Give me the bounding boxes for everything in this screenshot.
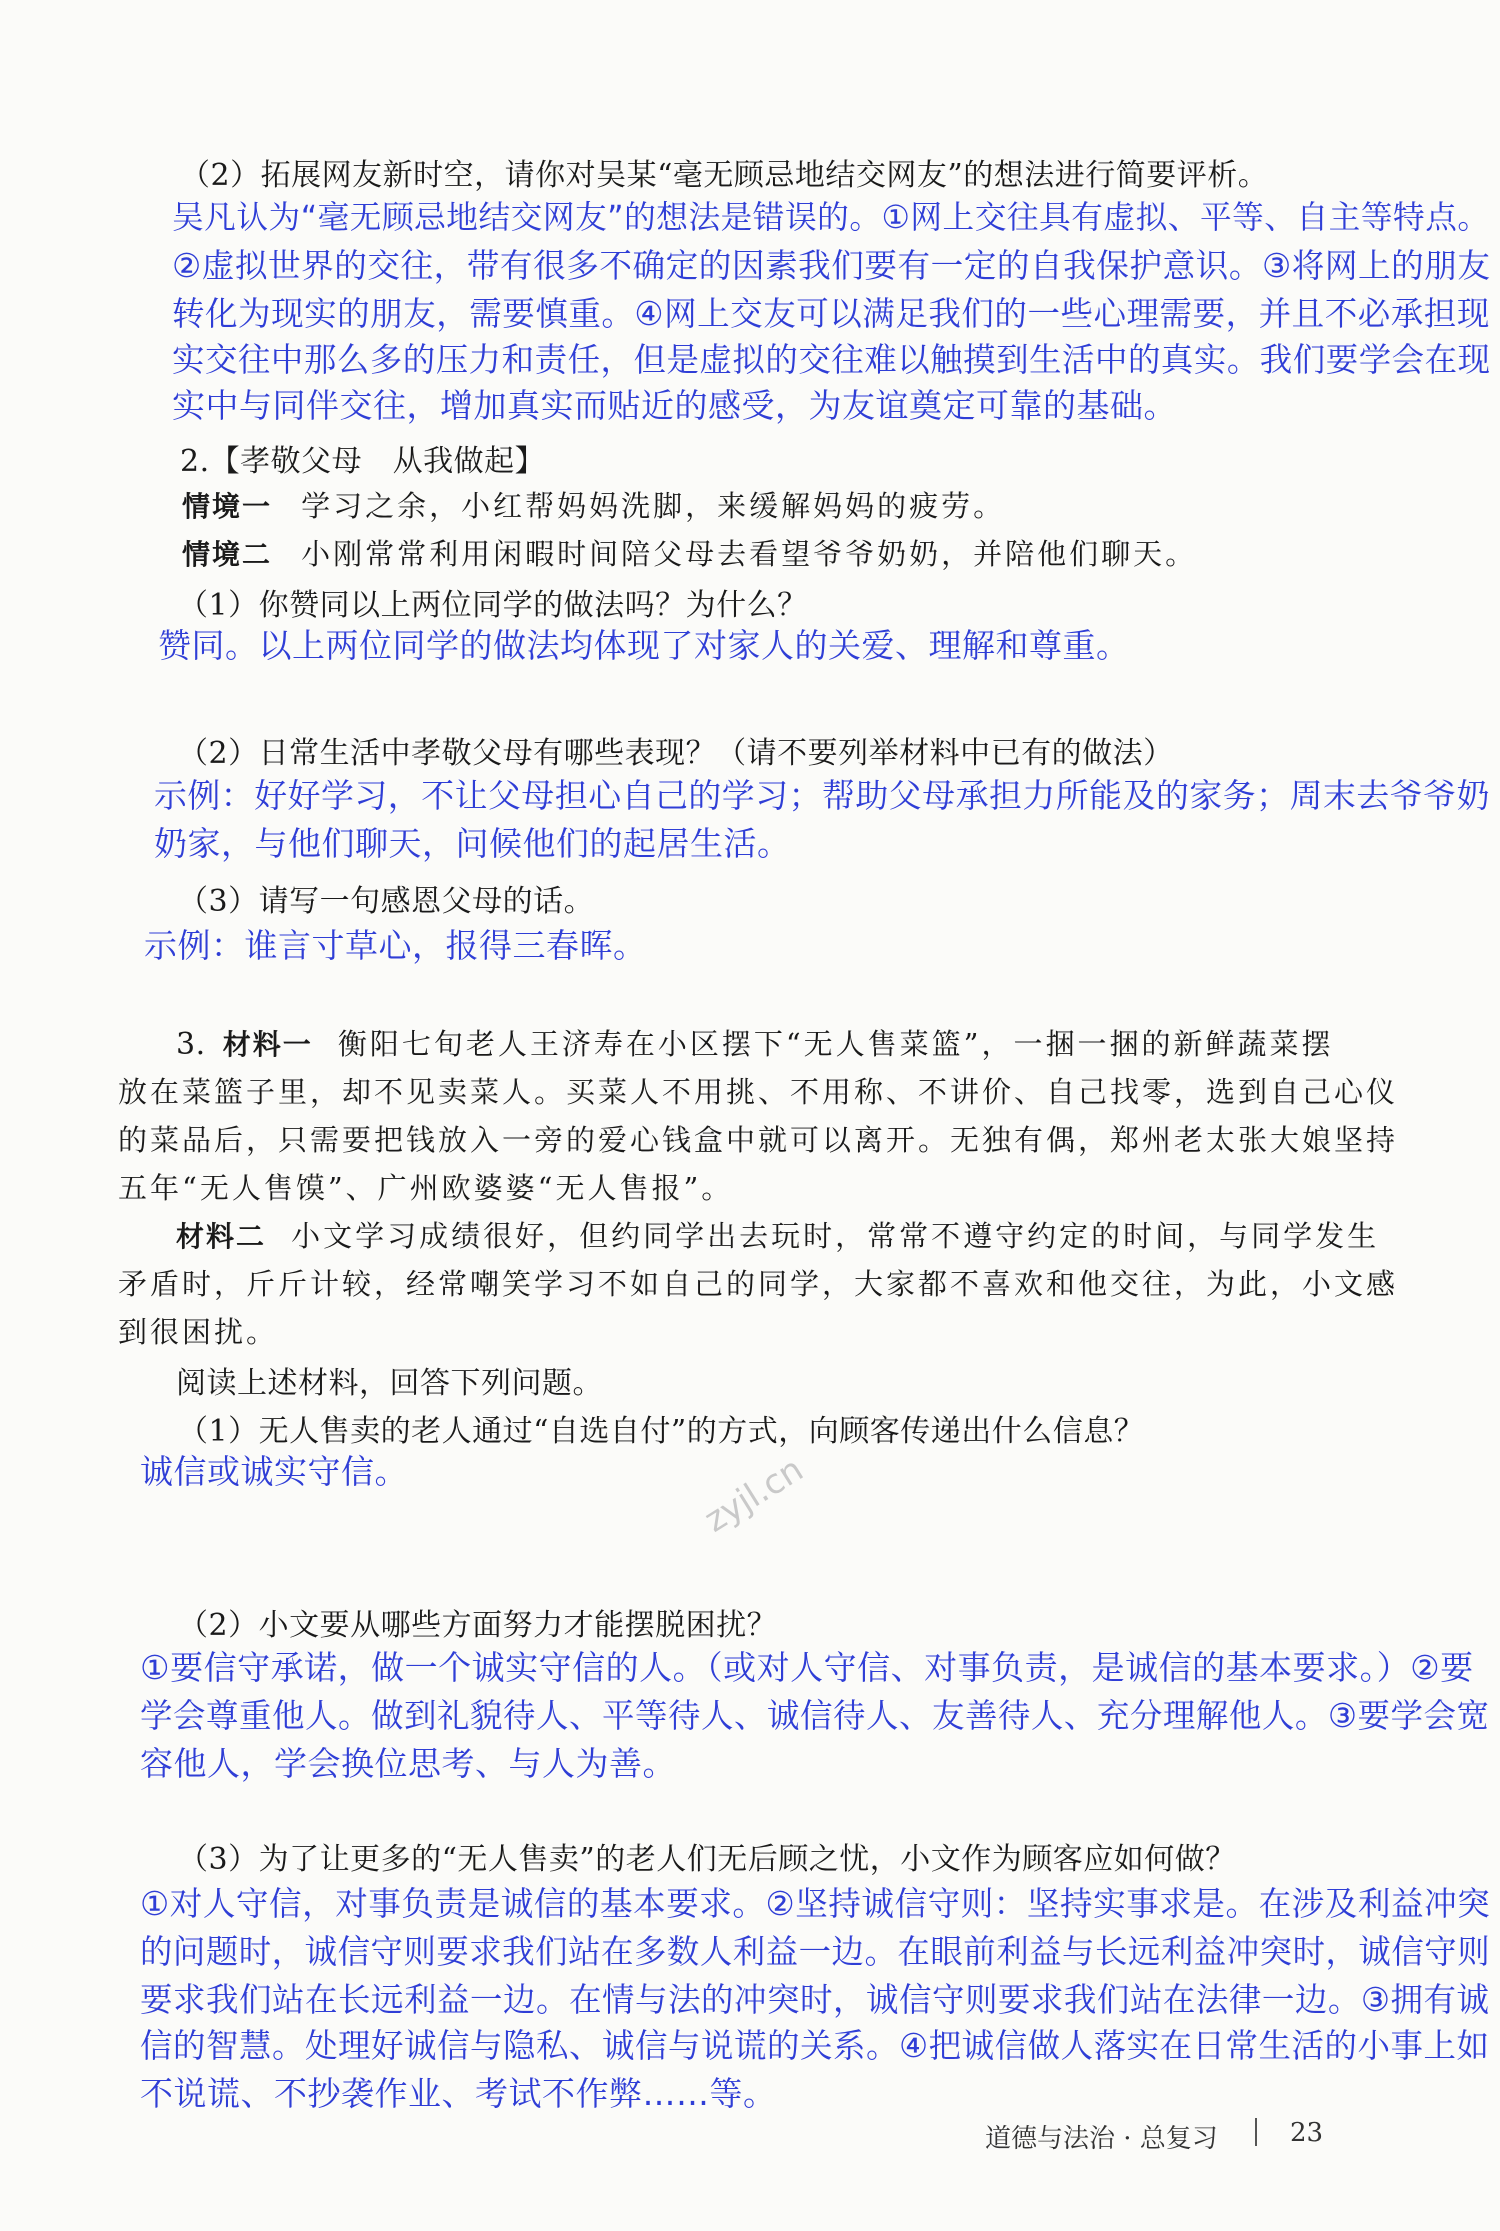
q2-answer-line-3: 转化为现实的朋友，需要慎重。④网上交友可以满足我们的一些心理需要，并且不必承担现 bbox=[172, 294, 1490, 333]
section-3-a3-line-1: ①对人守信，对事负责是诚信的基本要求。②坚持诚信守则：坚持实事求是。在涉及利益冲突 bbox=[140, 1884, 1491, 1923]
material-2-label: 材料二 bbox=[176, 1220, 267, 1253]
section-3-a3-line-3: 要求我们站在长远利益一边。在情与法的冲突时，诚信守则要求我们站在法律一边。③拥有诚 bbox=[140, 1980, 1490, 2019]
page-number: 23 bbox=[1290, 2118, 1324, 2148]
section-2-a3: 示例：谁言寸草心，报得三春晖。 bbox=[144, 926, 647, 965]
section-3-a3-line-2: 的问题时，诚信守则要求我们站在多数人利益一边。在眼前利益与长远利益冲突时，诚信守则 bbox=[140, 1932, 1491, 1971]
section-2-a2-line-1: 示例：好好学习，不让父母担心自己的学习；帮助父母承担力所能及的家务；周末去爷爷奶 bbox=[154, 776, 1490, 815]
section-2-a2-line-2: 奶家，与他们聊天，问候他们的起居生活。 bbox=[154, 824, 791, 863]
section-3-a2-line-1: ①要信守承诺，做一个诚实守信的人。（或对人守信、对事负责，是诚信的基本要求。）②要 bbox=[140, 1648, 1474, 1687]
q2-answer-line-2: ②虚拟世界的交往，带有很多不确定的因素我们要有一定的自我保护意识。③将网上的朋友 bbox=[172, 246, 1491, 285]
context-2 bbox=[182, 532, 1197, 573]
material-1-line-2: 放在菜篮子里，却不见卖菜人。买菜人不用挑、不用称、不讲价、自己找零，选到自己心仪 bbox=[118, 1075, 1399, 1109]
section-3-q2: （2）小文要从哪些方面努力才能摆脱困扰？ bbox=[178, 1608, 778, 1643]
context-1-text: 学习之余，小红帮妈妈洗脚，来缓解妈妈的疲劳。 bbox=[301, 489, 1006, 523]
material-1-line-4: 五年“无人售馍”、广州欧婆婆“无人售报”。 bbox=[118, 1171, 734, 1205]
footer-separator bbox=[1255, 2118, 1257, 2146]
q2-answer-line-1: 吴凡认为“毫无顾忌地结交网友”的想法是错误的。①网上交往具有虚拟、平等、自主等特点。 bbox=[172, 198, 1490, 236]
q2-answer-line-4: 实交往中那么多的压力和责任，但是虚拟的交往难以触摸到生活中的真实。我们要学会在现 bbox=[172, 340, 1491, 379]
material-1-line-3: 的菜品后，只需要把钱放入一旁的爱心钱盒中就可以离开。无独有偶，郑州老太张大娘坚持 bbox=[118, 1123, 1399, 1157]
q2-prompt: （2）拓展网友新时空，请你对吴某“毫无顾忌地结交网友”的想法进行简要评析。 bbox=[180, 158, 1269, 193]
material-1-first-line bbox=[176, 1022, 1333, 1063]
material-1-text: 衡阳七旬老人王济寿在小区摆下“无人售菜篮”，一捆一捆的新鲜蔬菜摆 bbox=[337, 1027, 1334, 1061]
context-1 bbox=[182, 484, 1005, 525]
context-2-text: 小刚常常利用闲暇时间陪父母去看望爷爷奶奶，并陪他们聊天。 bbox=[301, 537, 1198, 571]
section-3-a3-line-4: 信的智慧。处理好诚信与隐私、诚信与说谎的关系。④把诚信做人落实在日常生活的小事上如 bbox=[140, 2026, 1490, 2065]
watermark: zyjl.cn bbox=[697, 1449, 811, 1541]
footer-title: 道德与法治 · 总复习 bbox=[985, 2124, 1218, 2154]
material-2-line-2: 矛盾时，斤斤计较，经常嘲笑学习不如自己的同学，大家都不喜欢和他交往，为此，小文感 bbox=[118, 1267, 1399, 1301]
section-3-number: 3. bbox=[176, 1027, 206, 1062]
section-2-a1: 赞同。以上两位同学的做法均体现了对家人的关爱、理解和尊重。 bbox=[158, 626, 1130, 665]
section-3-instruction: 阅读上述材料，回答下列问题。 bbox=[176, 1366, 603, 1401]
section-2-q2: （2）日常生活中孝敬父母有哪些表现？（请不要列举材料中已有的做法） bbox=[178, 736, 1174, 771]
material-2-line-3: 到很困扰。 bbox=[118, 1315, 279, 1349]
section-3-a3-line-5: 不说谎、不抄袭作业、考试不作弊……等。 bbox=[140, 2074, 777, 2113]
material-2-first-line bbox=[176, 1214, 1379, 1255]
section-2-q3: （3）请写一句感恩父母的话。 bbox=[178, 884, 595, 919]
material-2-text: 小文学习成绩很好，但约同学出去玩时，常常不遵守约定的时间，与同学发生 bbox=[291, 1219, 1380, 1253]
context-2-label: 情境二 bbox=[182, 538, 273, 571]
section-3-a2-line-3: 容他人，学会换位思考、与人为善。 bbox=[140, 1744, 676, 1783]
section-2-heading: 2.【孝敬父母 从我做起】 bbox=[180, 444, 546, 479]
section-3-q1: （1）无人售卖的老人通过“自选自付”的方式，向顾客传递出什么信息？ bbox=[178, 1414, 1145, 1449]
section-3-a2-line-2: 学会尊重他人。做到礼貌待人、平等待人、诚信待人、友善待人、充分理解他人。③要学会宽 bbox=[140, 1696, 1490, 1735]
context-1-label: 情境一 bbox=[182, 490, 273, 523]
section-3-q3: （3）为了让更多的“无人售卖”的老人们无后顾之忧，小文作为顾客应如何做？ bbox=[178, 1842, 1236, 1877]
material-1-label: 材料一 bbox=[222, 1028, 313, 1061]
section-2-q1: （1）你赞同以上两位同学的做法吗？为什么？ bbox=[178, 588, 808, 623]
q2-answer-line-5: 实中与同伴交往，增加真实而贴近的感受，为友谊奠定可靠的基础。 bbox=[172, 386, 1177, 425]
section-3-a1: 诚信或诚实守信。 bbox=[140, 1452, 408, 1491]
